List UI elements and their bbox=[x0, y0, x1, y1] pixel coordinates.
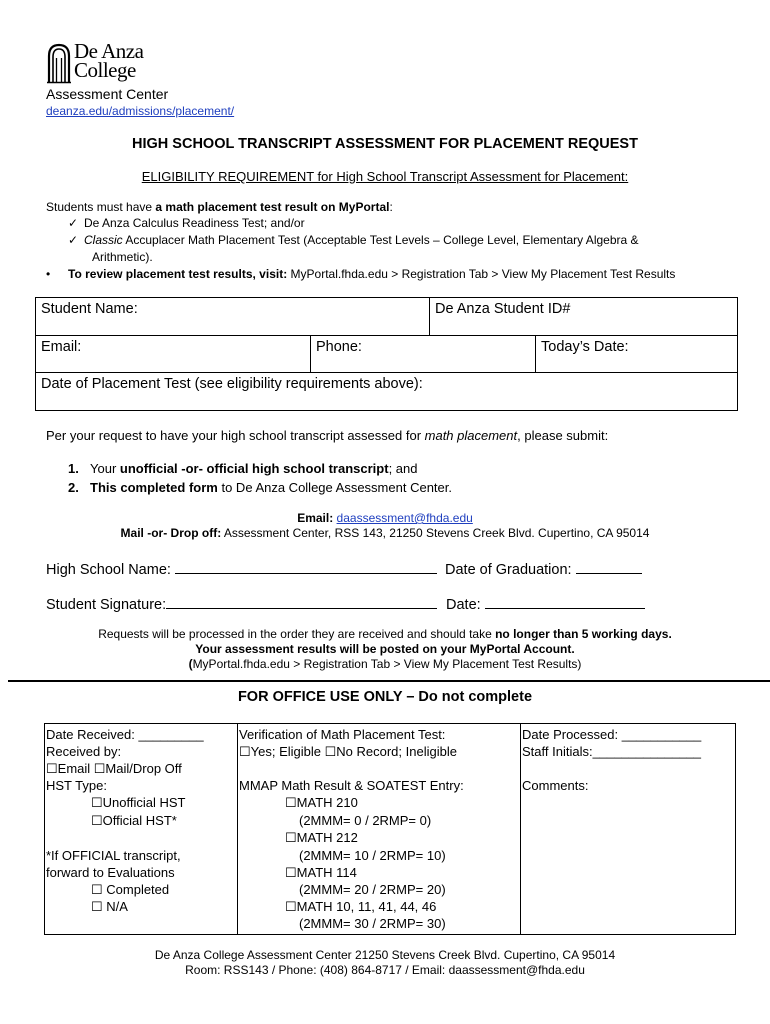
contact-mail: Mail -or- Drop off: Assessment Center, RSS 143, 21250 Stevens Creek Blvd. Cupertino, CA 95014 bbox=[120, 526, 650, 540]
processing-note-1: Requests will be processed in the order they are received and should take no longer than 5 working days. bbox=[98, 627, 672, 641]
staff-initials-label: Staff Initials:_______________ bbox=[522, 744, 702, 759]
official-hst-checkbox: ☐Official HST* bbox=[91, 813, 177, 828]
signature-date-field[interactable]: Date: bbox=[446, 594, 645, 613]
mmap-label: MMAP Math Result & SOATEST Entry: bbox=[239, 778, 464, 793]
math-10-checkbox: ☐MATH 10, 11, 41, 44, 46 bbox=[285, 899, 437, 914]
signature-date-line[interactable] bbox=[485, 594, 645, 609]
math-114-checkbox: ☐MATH 114 bbox=[285, 865, 357, 880]
requirement-item-accuplacer-cont: Arithmetic). bbox=[92, 250, 153, 264]
date-received-label: Date Received: _________ bbox=[46, 727, 204, 742]
requirements-intro: Students must have a math placement test result on MyPortal: bbox=[46, 200, 393, 214]
processing-note-2: Your assessment results will be posted on your MyPortal Account. bbox=[195, 642, 575, 656]
high-school-name-line[interactable] bbox=[175, 559, 437, 574]
college-arch-icon bbox=[46, 42, 72, 84]
math-10-code: (2MMM= 30 / 2RMP= 30) bbox=[299, 916, 446, 931]
hst-type-label: HST Type: bbox=[46, 778, 107, 793]
eligibility-checkboxes: ☐Yes; Eligible ☐No Record; Ineligible bbox=[239, 744, 457, 759]
phone-field[interactable]: Phone: bbox=[311, 336, 536, 373]
signature-line[interactable] bbox=[166, 594, 437, 609]
eligibility-heading: ELIGIBILITY REQUIREMENT for High School Transcript Assessment for Placement: bbox=[141, 169, 629, 184]
submit-item-transcript: 1. Your unofficial -or- official high school transcript; and bbox=[68, 461, 418, 476]
email-field[interactable]: Email: bbox=[36, 336, 311, 373]
college-logo bbox=[46, 39, 196, 86]
contact-email: Email: daassessment@fhda.edu bbox=[297, 511, 473, 525]
official-note-1: *If OFFICIAL transcript, bbox=[46, 848, 181, 863]
verification-label: Verification of Math Placement Test: bbox=[239, 727, 446, 742]
bullet-icon: • bbox=[46, 267, 51, 281]
math-212-code: (2MMM= 10 / 2RMP= 10) bbox=[299, 848, 446, 863]
section-divider bbox=[8, 680, 770, 682]
requirement-item-accuplacer: ✓ Classic Accuplacer Math Placement Test (Acceptable Test Levels – College Level, Elementary Algebra & bbox=[68, 233, 639, 247]
placement-url-link[interactable]: deanza.edu/admissions/placement/ bbox=[46, 104, 235, 118]
graduation-date-field[interactable]: Date of Graduation: bbox=[445, 559, 642, 578]
comments-label: Comments: bbox=[522, 778, 589, 793]
requirement-item-calculus: ✓ De Anza Calculus Readiness Test; and/or bbox=[68, 216, 305, 230]
student-info-table bbox=[35, 297, 738, 411]
official-note-2: forward to Evaluations bbox=[46, 865, 175, 880]
office-use-title: FOR OFFICE USE ONLY – Do not complete bbox=[237, 689, 533, 705]
processing-note-3: (MyPortal.fhda.edu > Registration Tab > View My Placement Test Results) bbox=[188, 657, 582, 671]
email-link[interactable]: daassessment@fhda.edu bbox=[336, 511, 473, 525]
submit-item-form: 2. This completed form to De Anza College Assessment Center. bbox=[68, 480, 452, 495]
assessment-center-name: Assessment Center bbox=[46, 86, 169, 102]
math-114-code: (2MMM= 20 / 2RMP= 20) bbox=[299, 882, 446, 897]
student-id-field[interactable]: De Anza Student ID# bbox=[430, 298, 737, 336]
completed-checkbox: ☐ Completed bbox=[91, 882, 170, 897]
logo-line-1: De Anza bbox=[74, 39, 144, 63]
email-mail-checkboxes: ☐Email ☐Mail/Drop Off bbox=[46, 761, 182, 776]
student-signature-field[interactable]: Student Signature: bbox=[46, 594, 437, 613]
todays-date-field[interactable]: Today’s Date: bbox=[536, 336, 737, 373]
footer-address: De Anza College Assessment Center 21250 Stevens Creek Blvd. Cupertino, CA 95014 bbox=[154, 948, 616, 962]
placement-test-date-field[interactable]: Date of Placement Test (see eligibility requirements above): bbox=[41, 376, 423, 392]
check-icon: ✓ bbox=[68, 216, 79, 230]
check-icon: ✓ bbox=[68, 233, 79, 247]
math-210-checkbox: ☐MATH 210 bbox=[285, 795, 358, 810]
na-checkbox: ☐ N/A bbox=[91, 899, 128, 914]
math-212-checkbox: ☐MATH 212 bbox=[285, 830, 358, 845]
student-name-field[interactable]: Student Name: bbox=[36, 298, 430, 336]
review-results-bullet: • To review placement test results, visit: MyPortal.fhda.edu > Registration Tab > View My Placement Test Results bbox=[46, 267, 676, 281]
received-by-label: Received by: bbox=[46, 744, 122, 759]
office-use-table bbox=[44, 723, 736, 935]
logo-wordmark bbox=[74, 39, 144, 82]
high-school-name-field[interactable]: High School Name: bbox=[46, 559, 437, 578]
math-210-code: (2MMM= 0 / 2RMP= 0) bbox=[299, 813, 432, 828]
logo-line-2: College bbox=[74, 58, 136, 82]
unofficial-hst-checkbox: ☐Unofficial HST bbox=[91, 795, 186, 810]
graduation-date-line[interactable] bbox=[576, 559, 642, 574]
submit-intro: Per your request to have your high school transcript assessed for math placement, please submit: bbox=[46, 428, 609, 443]
form-title: HIGH SCHOOL TRANSCRIPT ASSESSMENT FOR PLACEMENT REQUEST bbox=[132, 136, 638, 152]
footer-contact: Room: RSS143 / Phone: (408) 864-8717 / Email: daassessment@fhda.edu bbox=[185, 963, 585, 977]
date-processed-label: Date Processed: ___________ bbox=[522, 727, 702, 742]
